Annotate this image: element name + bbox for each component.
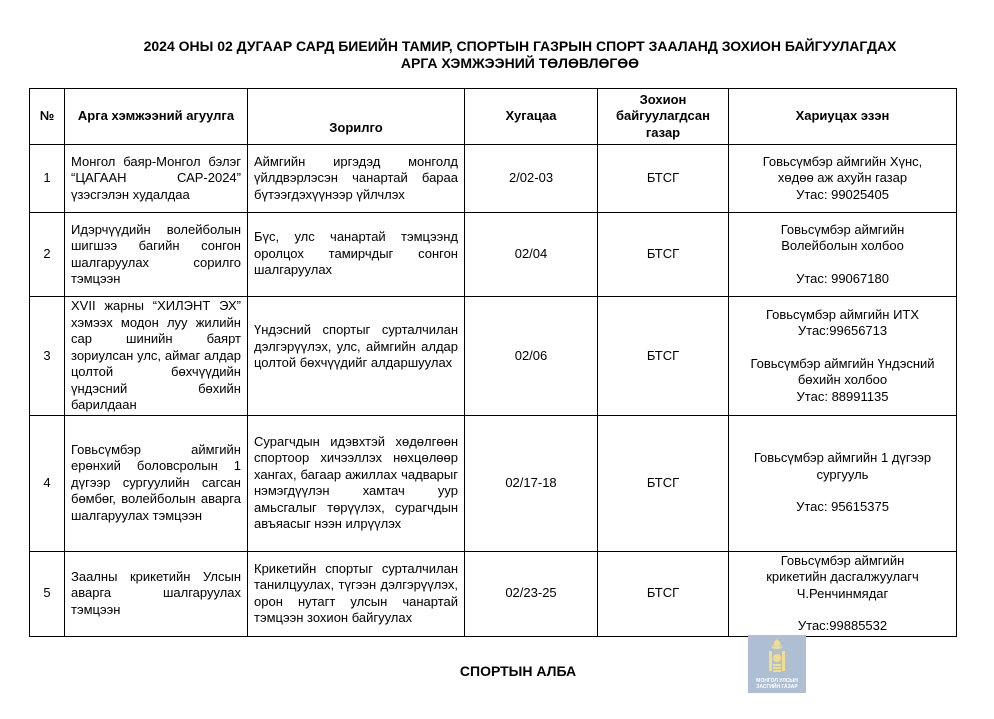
row-responsible <box>729 415 957 551</box>
responsible-line: крикетийн дасгалжуулагч <box>766 569 919 584</box>
responsible-line: Говьсүмбэр аймгийн <box>780 221 905 237</box>
department-signature: СПОРТЫН АЛБА <box>459 663 577 679</box>
row-content: Заалны крикетийн Улсын аварга шалгаруулах тэмцээн <box>65 551 248 636</box>
row-number: 4 <box>30 415 65 551</box>
table-row <box>30 551 957 636</box>
responsible-line: Говьсүмбэр аймгийн ИТХ <box>765 306 920 322</box>
responsible-phone: Утас:99656713 <box>797 323 888 338</box>
event-plan-table <box>29 88 957 637</box>
soyombo-emblem-icon <box>748 635 806 679</box>
responsible-line: Волейболын холбоо <box>781 238 904 254</box>
row-content: Идэрчүүдийн волейболын шигшээ багийн сонгон шалгаруулах сорилго тэмцээн <box>65 213 248 297</box>
table-row <box>30 297 957 416</box>
row-date: 02/23-25 <box>465 551 598 636</box>
table-row <box>30 415 957 551</box>
header-responsible: Хариуцах эзэн <box>729 89 957 145</box>
responsible-line: сургууль <box>816 466 869 482</box>
row-number: 2 <box>30 213 65 297</box>
responsible-line: Говьсүмбэр аймгийн Үндэсний <box>750 355 935 371</box>
row-date: 2/02-03 <box>465 145 598 213</box>
responsible-blank <box>735 255 950 271</box>
row-place: БТСГ <box>598 551 729 636</box>
row-date: 02/04 <box>465 213 598 297</box>
responsible-phone: Утас: 99025405 <box>796 186 889 202</box>
row-content: Монгол баяр-Монгол бэлэг “ЦАГААН САР-2024” үзэсгэлэн худалдаа <box>65 145 248 213</box>
responsible-phone: Утас:99885532 <box>797 618 888 633</box>
row-date: 02/17-18 <box>465 415 598 551</box>
row-number: 5 <box>30 551 65 636</box>
row-responsible <box>729 145 957 213</box>
responsible-line: бөхийн холбоо <box>797 372 888 387</box>
row-number: 3 <box>30 297 65 416</box>
responsible-blank <box>735 340 950 356</box>
responsible-phone: Утас: 95615375 <box>796 499 889 515</box>
responsible-line: Говьсүмбэр аймгийн Хүнс, <box>762 153 923 169</box>
row-responsible <box>729 297 957 416</box>
header-goal: Зорилго <box>248 89 465 145</box>
row-goal: Аймгийн иргэдэд монголд үйлдвэрлэсэн чанартай бараа бүтээгдэхүүнээр үйлчлэх <box>248 145 465 213</box>
header-number: № <box>30 89 65 145</box>
row-number: 1 <box>30 145 65 213</box>
document-title-line-2: АРГА ХЭМЖЭЭНИЙ ТӨЛӨВЛӨГӨӨ <box>400 55 640 71</box>
row-content: Говьсүмбэр аймгийн ерөнхий боловсролын 1 дүгээр сургуулийн сагсан бөмбөг, волейболын аварга шалгаруулах тэмцээн <box>65 415 248 551</box>
table-row <box>30 145 957 213</box>
row-responsible <box>729 551 957 636</box>
document-title-line-1: 2024 ОНЫ 02 ДУГААР САРД БИЕИЙН ТАМИР, СПОРТЫН ГАЗРЫН СПОРТ ЗААЛАНД ЗОХИОН БАЙГУУЛАГДАХ <box>143 38 897 54</box>
responsible-phone: Утас: 88991135 <box>796 388 889 404</box>
table-header-row <box>30 89 957 145</box>
row-goal: Сурагчдын идэвхтэй хөдөлгөөн спортоор хичээллэх нөхцөлөөр хангах, багаар ажиллах чадварыг нэмэгдүүлэн хамтач уур амьсгалыг төрүүлэх, сурагчдын авъяасыг нээн илрүүлэх <box>248 415 465 551</box>
row-place: БТСГ <box>598 297 729 416</box>
seal-caption: МОНГОЛ УЛСЫН ЗАСГИЙН ГАЗАР <box>756 678 798 690</box>
row-date: 02/06 <box>465 297 598 416</box>
row-goal: Бүс, улс чанартай тэмцээнд оролцох тамирчдыг сонгон шалгаруулах <box>248 213 465 297</box>
responsible-blank <box>735 483 950 499</box>
responsible-blank <box>735 602 950 618</box>
row-goal: Крикетийн спортыг сурталчилан танилцуулах, түгээн дэлгэрүүлэх, орон нутагт улсын чанартай тэмцээн зохион байгуулах <box>248 551 465 636</box>
row-goal: Үндэсний спортыг сурталчилан дэлгэрүүлэх, улс, аймгийн алдар цолтой бөхчүүдийг алдаршуулах <box>248 297 465 416</box>
row-place: БТСГ <box>598 415 729 551</box>
responsible-line: Говьсүмбэр аймгийн <box>780 552 905 568</box>
header-content: Арга хэмжээний агуулга <box>65 89 248 145</box>
row-responsible <box>729 213 957 297</box>
responsible-phone: Утас: 99067180 <box>796 270 889 286</box>
row-place: БТСГ <box>598 145 729 213</box>
row-content: XVII жарны “ХИЛЭНТ ЭХ” хэмээх модон луу жилийн сар шинийн баярт зориулсан улс, аймаг алдар цолтой бөхчүүдийн үндэсний бөхийн барилдаан <box>65 297 248 416</box>
responsible-line: хөдөө аж ахуйн газар <box>777 170 908 186</box>
row-place: БТСГ <box>598 213 729 297</box>
government-seal-logo <box>748 635 806 693</box>
responsible-line: Говьсүмбэр аймгийн 1 дүгээр <box>753 450 932 466</box>
responsible-line: Ч.Ренчинмядаг <box>796 585 889 601</box>
table-row <box>30 213 957 297</box>
header-date: Хугацаа <box>465 89 598 145</box>
header-place: Зохион байгуулагдсан газар <box>598 89 729 145</box>
